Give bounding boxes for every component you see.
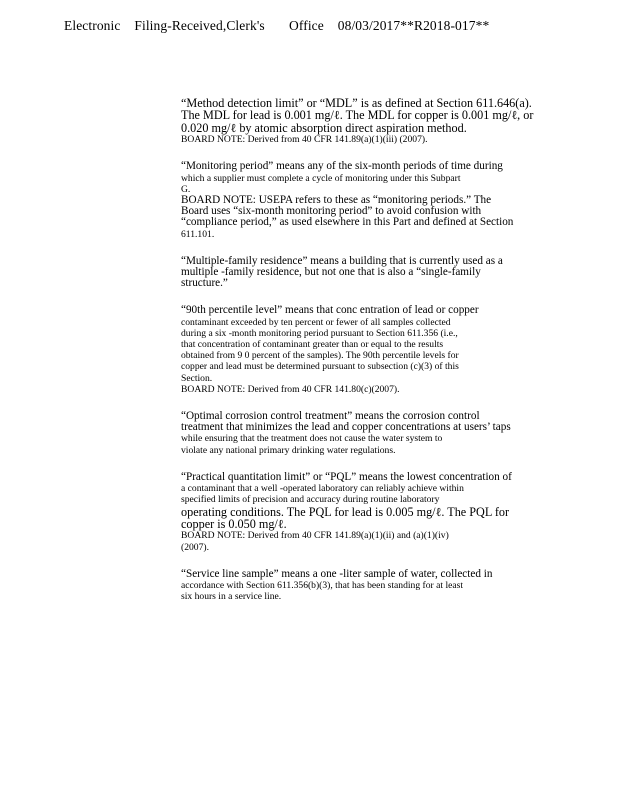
text-line: “compliance period,” as used elsewhere in this Part and defined at Section — [181, 216, 514, 229]
definition-optimal-corrosion-control-treatment — [181, 411, 537, 456]
text-line: contaminant exceeded by ten percent or fewer of all samples collected — [181, 316, 451, 328]
text-line: a contaminant that a well -operated laboratory can reliably achieve within — [181, 483, 464, 495]
text-line: “90th percentile level” means that conc entration of lead or copper — [181, 304, 479, 317]
text-line: “Monitoring period” means any of the six-month periods of time during — [181, 160, 503, 173]
text-line: “Practical quantitation limit” or “PQL” means the lowest concentration of — [181, 470, 512, 483]
text-line: Section. — [181, 372, 213, 384]
text-line: The MDL for lead is 0.001 mg/ℓ. The MDL for copper is 0.001 mg/ℓ, or — [181, 108, 534, 123]
text-line: while ensuring that the treatment does not cause the water system to — [181, 433, 443, 445]
text-line: accordance with Section 611.356(b)(3), that has been standing for at least — [181, 579, 464, 591]
text-line: copper is 0.050 mg/ℓ. — [181, 516, 287, 531]
filing-header: Electronic Filing-Received,Clerk's Office 08/03/2017**R2018-017** — [64, 18, 490, 33]
text-line: during a six -month monitoring period pursuant to Section 611.356 (i.e., — [181, 327, 458, 339]
text-line: “Optimal corrosion control treatment” means the corrosion control — [181, 410, 480, 423]
board-note: BOARD NOTE: Derived from 40 CFR 141.80(c)(2007). — [181, 383, 400, 395]
definition-service-line-sample — [181, 569, 537, 603]
board-note: BOARD NOTE: USEPA refers to these as “monitoring periods.” The — [181, 194, 492, 207]
text-line: operating conditions. The PQL for lead is 0.005 mg/ℓ. The PQL for — [181, 504, 510, 519]
text-line: (2007). — [181, 541, 209, 553]
text-line: violate any national primary drinking water regulations. — [181, 444, 396, 456]
text-line: “Service line sample” means a one -liter sample of water, collected in — [181, 567, 493, 580]
definition-90th-percentile-level — [181, 305, 537, 395]
text-line: copper and lead must be determined pursuant to subsection (c)(3) of this — [181, 361, 459, 373]
definitions-content — [181, 97, 537, 618]
text-line: multiple -family residence, but not one that is also a “single-family — [181, 266, 481, 279]
definition-practical-quantitation-limit — [181, 472, 537, 553]
text-line: “Multiple-family residence” means a building that is currently used as a — [181, 254, 503, 267]
definition-monitoring-period — [181, 161, 537, 239]
text-line: 0.020 mg/ℓ by atomic absorption direct aspiration method. — [181, 120, 467, 135]
text-line: structure.” — [181, 277, 228, 290]
text-line: specified limits of precision and accuracy during routine laboratory — [181, 494, 440, 506]
text-line: Board uses “six-month monitoring period” to avoid confusion with — [181, 205, 482, 218]
text-line: “Method detection limit” or “MDL” is as defined at Section 611.646(a). — [181, 96, 532, 110]
text-line: obtained from 9 0 percent of the samples). The 90th percentile levels for — [181, 350, 459, 362]
board-note: BOARD NOTE: Derived from 40 CFR 141.89(a)(1)(ii) and (a)(1)(iv) — [181, 530, 449, 542]
definition-method-detection-limit — [181, 97, 537, 145]
text-line: six hours in a service line. — [181, 591, 282, 603]
board-note: BOARD NOTE: Derived from 40 CFR 141.89(a)(1)(iii) (2007). — [181, 134, 428, 146]
text-line: which a supplier must complete a cycle of monitoring under this Subpart — [181, 172, 461, 184]
text-line: treatment that minimizes the lead and copper concentrations at users’ taps — [181, 421, 511, 434]
text-line: 611.101. — [181, 228, 215, 240]
definition-multiple-family-residence — [181, 256, 537, 290]
text-line: that concentration of contaminant greater than or equal to the results — [181, 339, 444, 351]
text-line: G. — [181, 183, 191, 195]
